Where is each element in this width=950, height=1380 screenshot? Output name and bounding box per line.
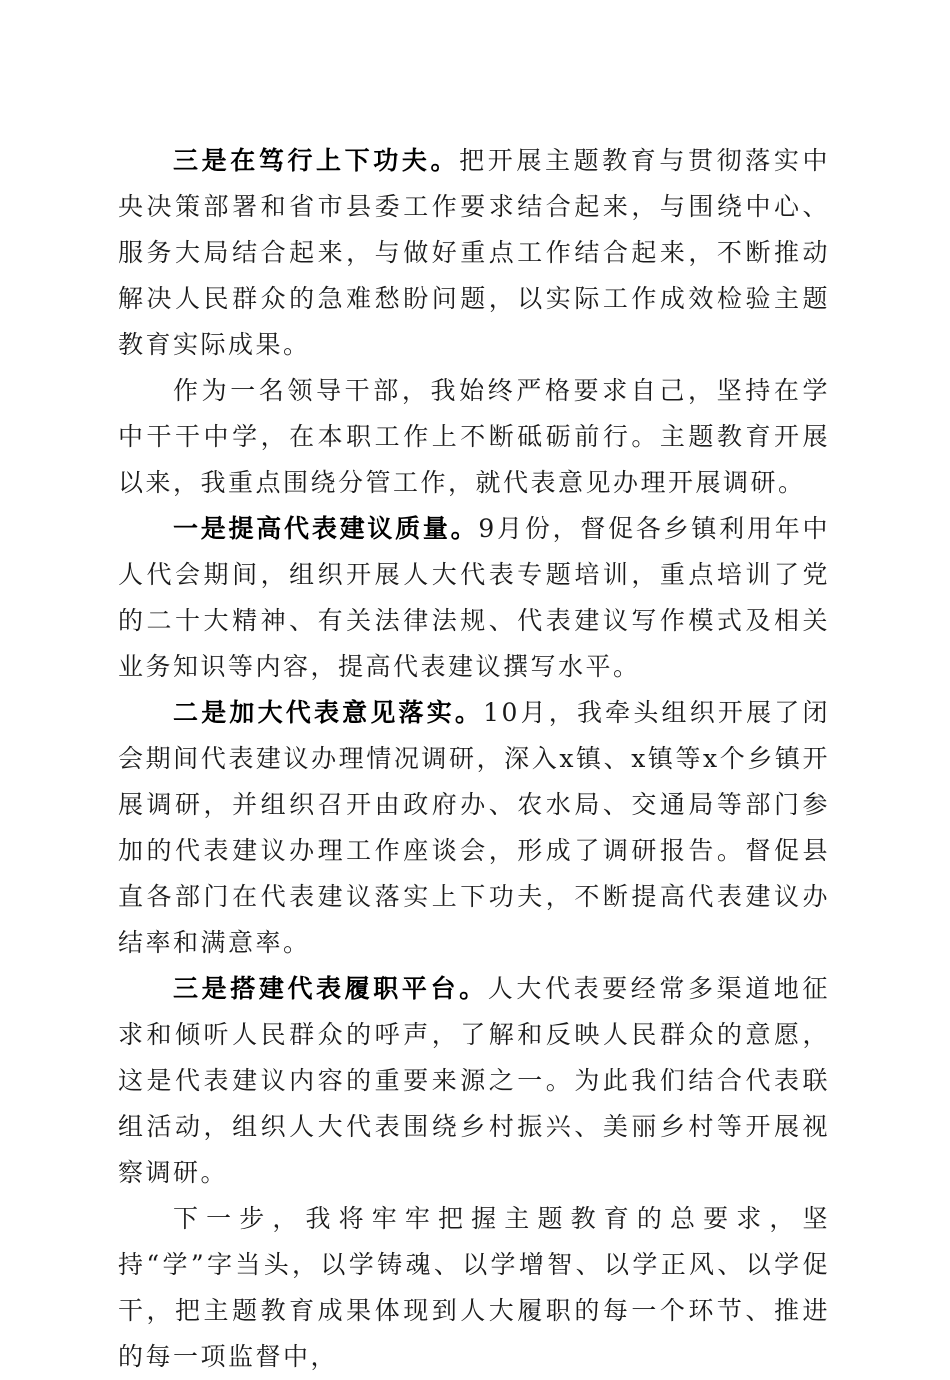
paragraph-next-step bbox=[118, 1196, 830, 1380]
paragraph-text: 作为一名领导干部，我始终严格要求自己，坚持在学中干干中学，在本职工作上不断砥砺前行。主题教育开展以来，我重点围绕分管工作，就代表意见办理开展调研。 bbox=[118, 376, 830, 497]
paragraph-lead: 一是提高代表建议质量。 bbox=[173, 514, 479, 543]
paragraph-text: 9月份，督促各乡镇利用年中人代会期间，组织开展人大代表专题培训，重点培训了党的二十大精神、有关法律法规、代表建议写作模式及相关业务知识等内容，提高代表建议撰写水平。 bbox=[118, 514, 830, 681]
paragraph-practice bbox=[118, 138, 830, 368]
document-body bbox=[118, 138, 830, 1380]
paragraph-lead: 三是在笃行上下功夫。 bbox=[173, 146, 460, 175]
paragraph-lead: 二是加大代表意见落实。 bbox=[173, 698, 484, 727]
paragraph-text: 把开展主题教育与贯彻落实中央决策部署和省市县委工作要求结合起来，与围绕中心、服务大局结合起来，与做好重点工作结合起来，不断推动解决人民群众的急难愁盼问题，以实际工作成效检验主题教育实际成果。 bbox=[118, 146, 830, 359]
paragraph-duty-platform bbox=[118, 966, 830, 1196]
paragraph-suggestion-quality bbox=[118, 506, 830, 690]
paragraph-text: 10月，我牵头组织开展了闭会期间代表建议办理情况调研，深入x镇、x镇等x个乡镇开展调研，并组织召开由政府办、农水局、交通局等部门参加的代表建议办理工作座谈会，形成了调研报告。督促县直各部门在代表建议落实上下功夫，不断提高代表建议办结率和满意率。 bbox=[118, 698, 830, 957]
paragraph-leader-role bbox=[118, 368, 830, 506]
paragraph-text: 人大代表要经常多渠道地征求和倾听人民群众的呼声，了解和反映人民群众的意愿，这是代表建议内容的重要来源之一。为此我们结合代表联组活动，组织人大代表围绕乡村振兴、美丽乡村等开展视察调研。 bbox=[118, 974, 830, 1187]
paragraph-lead: 三是搭建代表履职平台。 bbox=[173, 974, 488, 1003]
paragraph-text: 下一步，我将牢牢把握主题教育的总要求，坚持“学”字当头，以学铸魂、以学增智、以学正风、以学促干，把主题教育成果体现到人大履职的每一个环节、推进的每一项监督中， bbox=[118, 1204, 830, 1371]
paragraph-opinion-implementation bbox=[118, 690, 830, 966]
